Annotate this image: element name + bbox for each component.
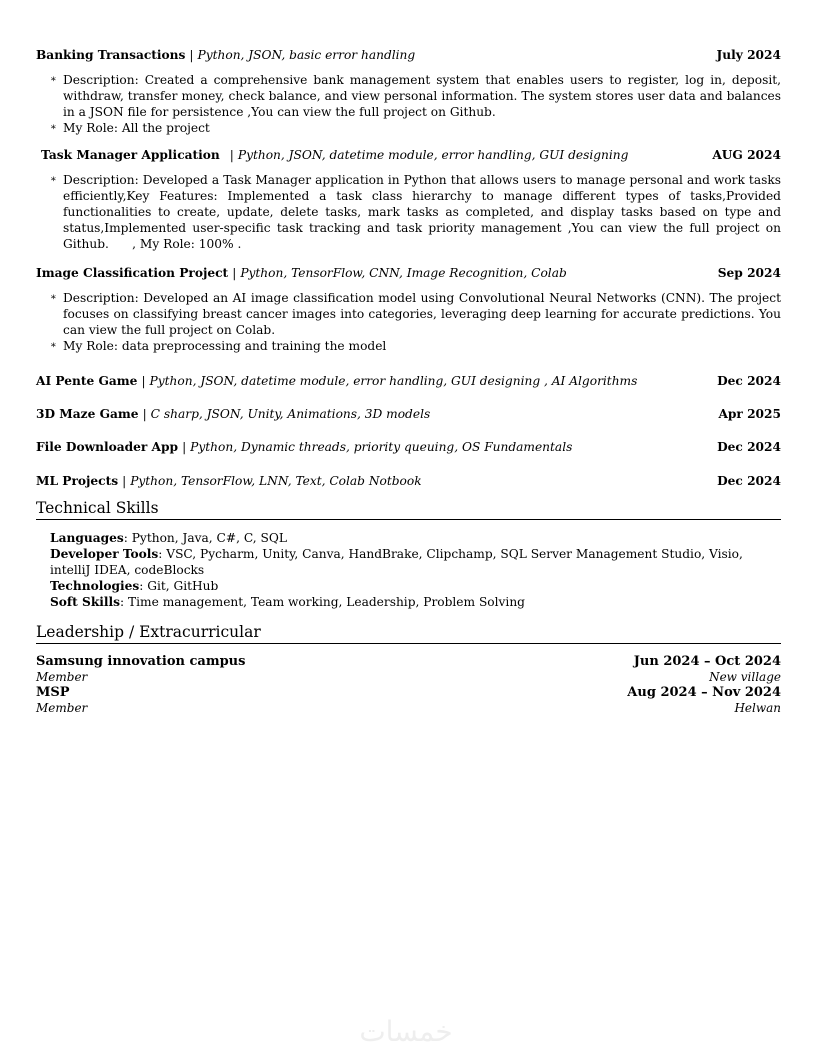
project-header <box>36 439 781 456</box>
watermark-logo: خمسات <box>359 1015 453 1048</box>
skill-row <box>50 594 781 610</box>
bullet-item: ∗ My Role: data preprocessing and training the model <box>63 338 781 354</box>
project-title: Task Manager Application <box>41 148 220 162</box>
project-bullets <box>36 72 781 136</box>
section-heading-leadership: Leadership / Extracurricular <box>36 622 781 644</box>
skill-label: Soft Skills <box>50 595 121 609</box>
project-date: Dec 2024 <box>717 374 781 388</box>
project-title: File Downloader App <box>36 440 179 454</box>
skill-row <box>50 578 781 594</box>
leadership-role: Member <box>36 670 88 684</box>
skill-value: : Python, Java, C#, C, SQL <box>123 531 287 545</box>
leadership-location: New village <box>709 670 781 684</box>
project-tech: Python, JSON, datetime module, error handling, GUI designing , AI Algorithms <box>149 374 638 388</box>
leadership-entry <box>36 654 781 685</box>
separator: | <box>141 374 146 388</box>
project-tech: Python, JSON, basic error handling <box>197 48 416 62</box>
leadership-entry <box>36 685 781 716</box>
project-bullets <box>36 172 785 252</box>
project-tech: C sharp, JSON, Unity, Animations, 3D models <box>150 407 431 421</box>
leadership-sub <box>36 700 781 716</box>
leadership-location: Helwan <box>734 701 781 715</box>
project-entry <box>36 47 781 136</box>
project-entry <box>36 147 785 252</box>
project-header <box>36 373 781 390</box>
skill-label: Languages <box>50 531 124 545</box>
project-title: ML Projects <box>36 474 119 488</box>
project-header <box>36 265 781 282</box>
separator: | <box>189 48 194 62</box>
separator: | <box>122 474 127 488</box>
bullet-item: ∗ Description: Created a comprehensive bank management system that enables users to register, log in, deposit, withdraw, transfer money, check balance, and view personal information. The system stores user data and balances in a JSON file for persistence ,You can view the full project on Github. <box>63 72 781 120</box>
leadership-row <box>36 654 781 669</box>
project-header <box>36 406 781 423</box>
project-date: July 2024 <box>716 48 781 62</box>
skills-list <box>50 530 781 610</box>
leadership-dates: Aug 2024 – Nov 2024 <box>627 685 781 700</box>
project-tech: Python, JSON, datetime module, error handling, GUI designing <box>237 148 629 162</box>
resume-page <box>36 47 785 716</box>
project-title: Image Classification Project <box>36 266 229 280</box>
project-header <box>36 473 781 490</box>
leadership-sub <box>36 669 781 685</box>
separator: | <box>232 266 237 280</box>
separator: | <box>182 440 187 454</box>
leadership-org: MSP <box>36 685 70 700</box>
project-header <box>36 47 781 64</box>
project-date: Dec 2024 <box>717 440 781 454</box>
project-tech: Python, TensorFlow, CNN, Image Recognition, Colab <box>240 266 567 280</box>
leadership-row <box>36 685 781 700</box>
skill-value: : Git, GitHub <box>139 579 219 593</box>
leadership-dates: Jun 2024 – Oct 2024 <box>633 654 781 669</box>
project-bullets <box>36 290 781 354</box>
project-date: Apr 2025 <box>718 407 781 421</box>
skill-label: Developer Tools <box>50 547 159 561</box>
separator: | <box>229 148 234 162</box>
bullet-item: ∗ Description: Developed an AI image classification model using Convolutional Neural Networks (CNN). The project focuses on classifying breast cancer images into categories, leveraging deep learning for accurate predictions. You can view the full project on Colab. <box>63 290 781 338</box>
project-title: 3D Maze Game <box>36 407 139 421</box>
skill-row <box>50 530 781 546</box>
separator: | <box>142 407 147 421</box>
skill-value: : Time management, Team working, Leadership, Problem Solving <box>120 595 525 609</box>
project-entry <box>36 265 781 354</box>
project-title: Banking Transactions <box>36 48 186 62</box>
skill-value: : VSC, Pycharm, Unity, Canva, HandBrake, Clipchamp, SQL Server Management Studio, Visio, intelliJ IDEA, codeBlocks <box>50 547 743 577</box>
project-title: AI Pente Game <box>36 374 138 388</box>
project-tech: Python, Dynamic threads, priority queuing, OS Fundamentals <box>190 440 573 454</box>
leadership-role: Member <box>36 701 88 715</box>
skill-row <box>50 546 781 578</box>
section-heading-skills: Technical Skills <box>36 498 781 520</box>
project-date: AUG 2024 <box>712 148 781 162</box>
project-header <box>36 147 781 164</box>
bullet-item: ∗ Description: Developed a Task Manager application in Python that allows users to manage personal and work tasks efficiently,Key Features: Implemented a task class hierarchy to manage different types of tasks,Provided functionalities to create, update, delete tasks, mark tasks as completed, and display tasks based on type and status,Implemented user-specific task tracking and task priority management ,You can view the full project on Github. , My Role: 100% . <box>63 172 781 252</box>
project-tech: Python, TensorFlow, LNN, Text, Colab Notbook <box>130 474 422 488</box>
project-date: Dec 2024 <box>717 474 781 488</box>
bullet-item: ∗ My Role: All the project <box>63 120 781 136</box>
project-date: Sep 2024 <box>717 266 781 280</box>
leadership-org: Samsung innovation campus <box>36 654 246 669</box>
skill-label: Technologies <box>50 579 140 593</box>
